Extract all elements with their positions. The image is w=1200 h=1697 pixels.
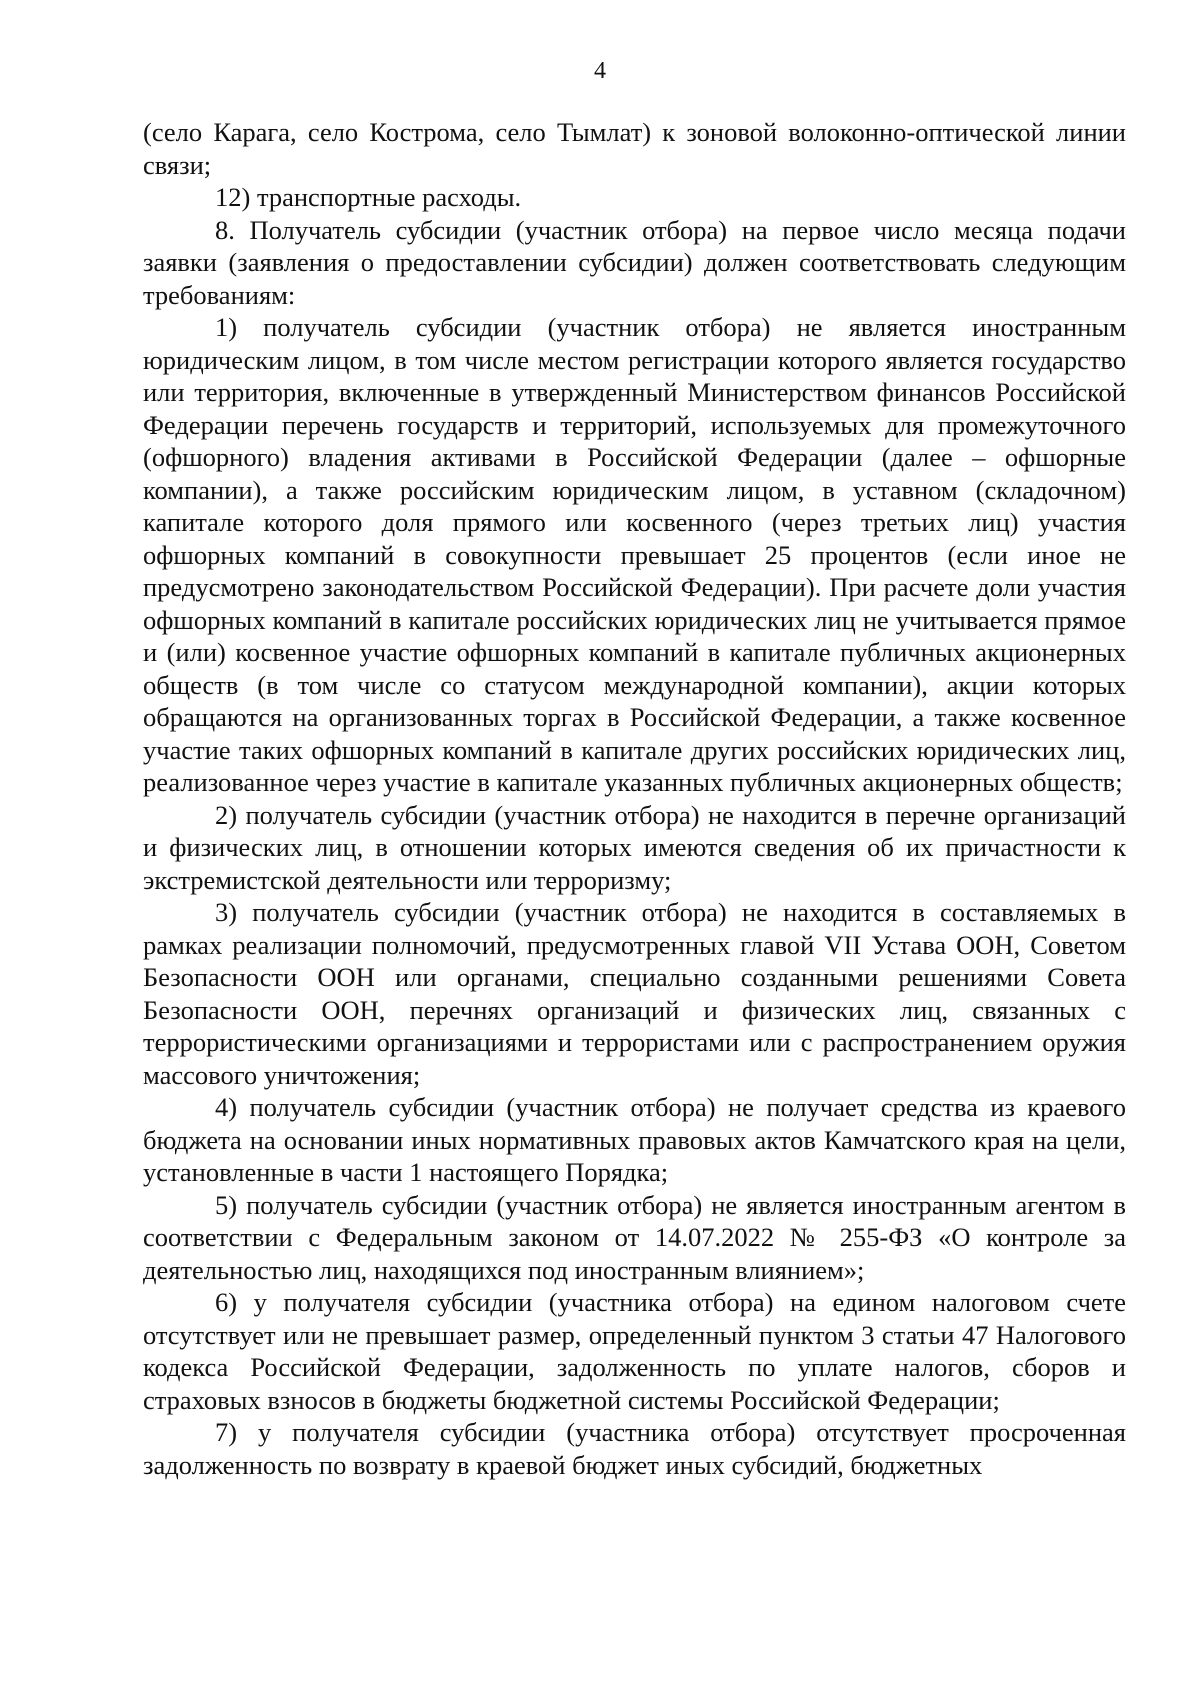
- paragraph-requirement-1: 1) получатель субсидии (участник отбора) не является иностранным юридическим лицом, в том числе местом регистрации которого является государство или территория, включенные в утвержденный Министерством финансов Российской Федерации перечень государств и территорий, используемых для промежуточного (офшорного) владения активами в Российской Федерации (далее – офшорные компании), а также российским юридическим лицом, в уставном (складочном) капитале которого доля прямого или косвенного (через третьих лиц) участия офшорных компаний в совокупности превышает 25 процентов (если иное не предусмотрено законодательством Российской Федерации). При расчете доли участия офшорных компаний в капитале российских юридических лиц не учитывается прямое и (или) косвенное участие офшорных компаний в капитале публичных акционерных обществ (в том числе со статусом международной компании), акции которых обращаются на организованных торгах в Российской Федерации, а также косвенное участие таких офшорных компаний в капитале других российских юридических лиц, реализованное через участие в капитале указанных публичных акционерных обществ;: [143, 312, 1126, 797]
- paragraph-requirement-4: 4) получатель субсидии (участник отбора) не получает средства из краевого бюджета на основании иных нормативных правовых актов Камчатского края на цели, установленные в части 1 настоящего Порядка;: [143, 1092, 1126, 1187]
- paragraph-section-8: 8. Получатель субсидии (участник отбора) на первое число месяца подачи заявки (заявления о предоставлении субсидии) должен соответствовать следующим требованиям:: [143, 214, 1126, 310]
- paragraph-requirement-6: 6) у получателя субсидии (участника отбора) на едином налоговом счете отсутствует или не превышает размер, определенный пунктом 3 статьи 47 Налогового кодекса Российской Федерации, задолженность по уплате налогов, сборов и страховых взносов в бюджеты бюджетной системы Российской Федерации;: [143, 1287, 1126, 1415]
- paragraph-requirement-7: 7) у получателя субсидии (участника отбора) отсутствует просроченная задолженность по возврату в краевой бюджет иных субсидий, бюджетных: [143, 1417, 1126, 1480]
- paragraph-continuation: (село Карага, село Кострома, село Тымлат) к зоновой волоконно-оптической линии связи;: [143, 117, 1126, 180]
- paragraph-requirement-3: 3) получатель субсидии (участник отбора) не находится в составляемых в рамках реализации полномочий, предусмотренных главой VII Устава ООН, Советом Безопасности ООН или органами, специально созданными решениями Совета Безопасности ООН, перечнях организаций и физических лиц, связанных с террористическими организациями и террористами или с распространением оружия массового уничтожения;: [143, 897, 1126, 1090]
- paragraph-requirement-5: 5) получатель субсидии (участник отбора) не является иностранным агентом в соответствии с Федеральным законом от 14.07.2022 № 255-ФЗ «О контроле за деятельностью лиц, находящихся под иностранным влиянием»;: [143, 1189, 1126, 1285]
- paragraph-requirement-2: 2) получатель субсидии (участник отбора) не находится в перечне организаций и физических лиц, в отношении которых имеются сведения об их причастности к экстремистской деятельности или терроризму;: [143, 799, 1126, 895]
- page-number: 4: [594, 58, 606, 84]
- document-body: [143, 116, 1126, 1481]
- paragraph-item-12: 12) транспортные расходы.: [215, 182, 522, 212]
